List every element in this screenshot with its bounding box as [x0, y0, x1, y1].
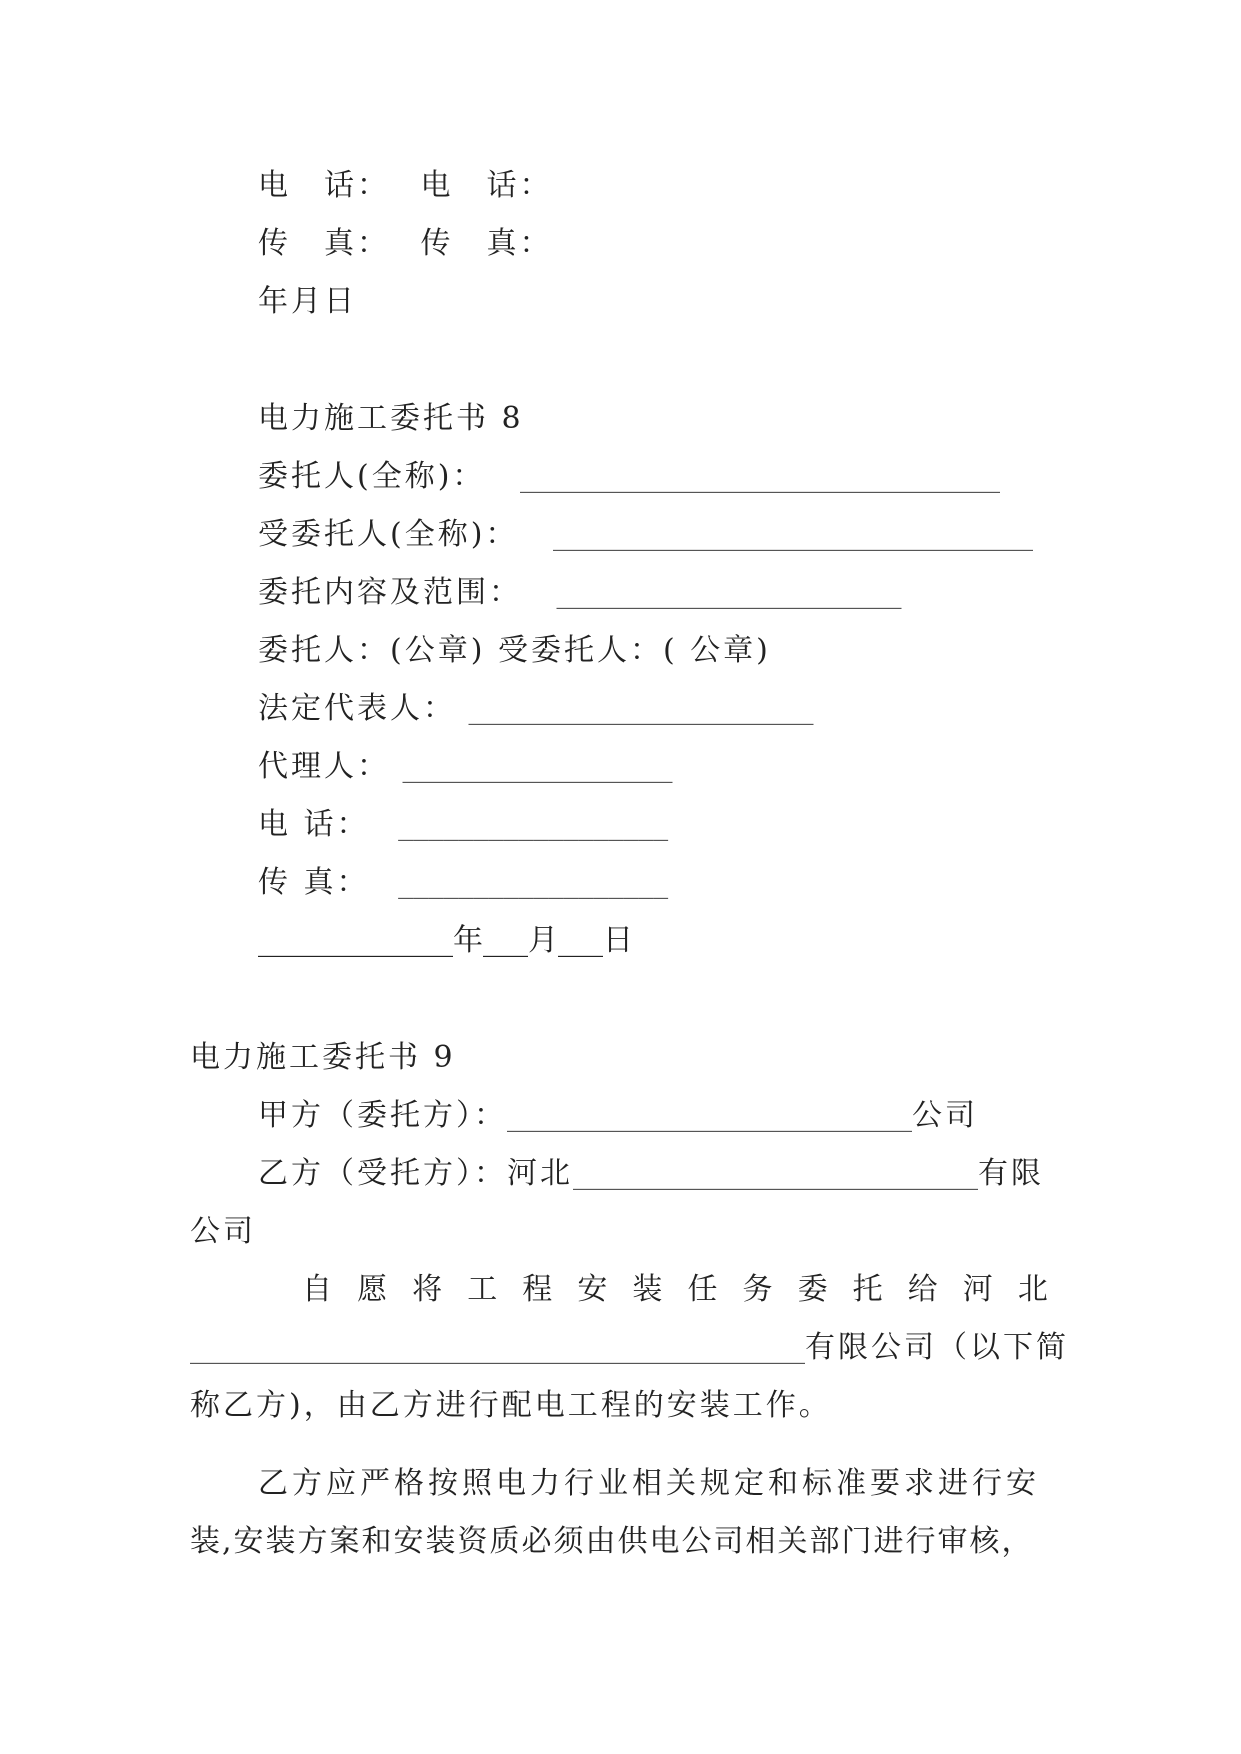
legal-rep-label: 法定代表人： — [258, 691, 456, 726]
para1-char: 自 — [302, 1272, 332, 1307]
party-b-label: 乙方（受托方）：河北 — [258, 1156, 573, 1191]
legal-rep-blank: _______________________ — [468, 691, 814, 726]
phone-row — [258, 805, 668, 845]
para1-char: 给 — [907, 1272, 938, 1307]
party-b-continuation: 公司 — [190, 1214, 256, 1249]
fax-row — [258, 863, 668, 903]
agent-label: 受委托人(全称)： — [258, 517, 519, 552]
proxy-label: 代理人： — [258, 749, 390, 784]
scope-row — [258, 573, 902, 613]
para1-char: 程 — [522, 1272, 553, 1307]
para2-line1: 乙方应严格按照电力行业相关规定和标准要求进行安 — [258, 1466, 1040, 1501]
proxy-row — [258, 747, 673, 787]
party-b-suffix: 有限 — [978, 1156, 1044, 1191]
date-line: 年月日 — [258, 284, 357, 319]
proxy-blank: __________________ — [402, 749, 673, 784]
para1-char: 任 — [687, 1272, 718, 1307]
para2-line2: 装,安装方案和安装资质必须由供电公司相关部门进行审核， — [190, 1524, 1034, 1559]
scope-label: 委托内容及范围： — [258, 575, 522, 610]
section-title-9: 电力施工委托书 9 — [190, 1040, 456, 1075]
fax-blank: __________________ — [398, 865, 669, 900]
para1-char: 委 — [797, 1272, 828, 1307]
party-a-row — [258, 1096, 978, 1136]
para1-char: 北 — [1017, 1272, 1048, 1307]
party-b-row — [258, 1154, 1044, 1194]
para1-char: 工 — [467, 1272, 498, 1307]
principal-blank: ________________________________ — [519, 459, 1000, 494]
party-b-blank: ___________________________ — [573, 1156, 978, 1191]
signing-date-line: _____________年___月___日 — [258, 923, 633, 958]
para1-line2 — [190, 1328, 1069, 1368]
principal-row — [258, 457, 1000, 497]
para1-blank: _________________________________________ — [190, 1330, 805, 1365]
para1-char: 装 — [632, 1272, 663, 1307]
para1-line3: 称乙方)，由乙方进行配电工程的安装工作。 — [190, 1388, 832, 1423]
fax-label: 传 真： — [258, 865, 370, 900]
para1-line2-tail: 有限公司（以下简 — [805, 1330, 1069, 1365]
legal-rep-row — [258, 689, 814, 729]
para1-char: 托 — [852, 1272, 883, 1307]
phone-label: 电 话： — [258, 807, 370, 842]
para1-line1 — [302, 1270, 1048, 1310]
para1-char: 将 — [412, 1272, 443, 1307]
seals-line: 委托人：(公章) 受委托人：( 公章) — [258, 633, 771, 668]
para1-char: 务 — [742, 1272, 773, 1307]
fax-line: 传 真： 传 真： — [258, 226, 553, 261]
para1-char: 安 — [577, 1272, 608, 1307]
party-a-suffix: 公司 — [912, 1098, 978, 1133]
party-a-blank: ___________________________ — [507, 1098, 912, 1133]
section-title-8: 电力施工委托书 8 — [258, 401, 524, 436]
agent-blank: ________________________________ — [552, 517, 1033, 552]
para1-char: 河 — [962, 1272, 993, 1307]
para1-char: 愿 — [357, 1272, 388, 1307]
agent-row — [258, 515, 1033, 555]
scope-blank: _______________________ — [556, 575, 902, 610]
phone-blank: __________________ — [398, 807, 669, 842]
phone-line: 电 话： 电 话： — [258, 168, 553, 203]
party-a-label: 甲方（委托方）： — [258, 1098, 507, 1133]
principal-label: 委托人(全称)： — [258, 459, 486, 494]
